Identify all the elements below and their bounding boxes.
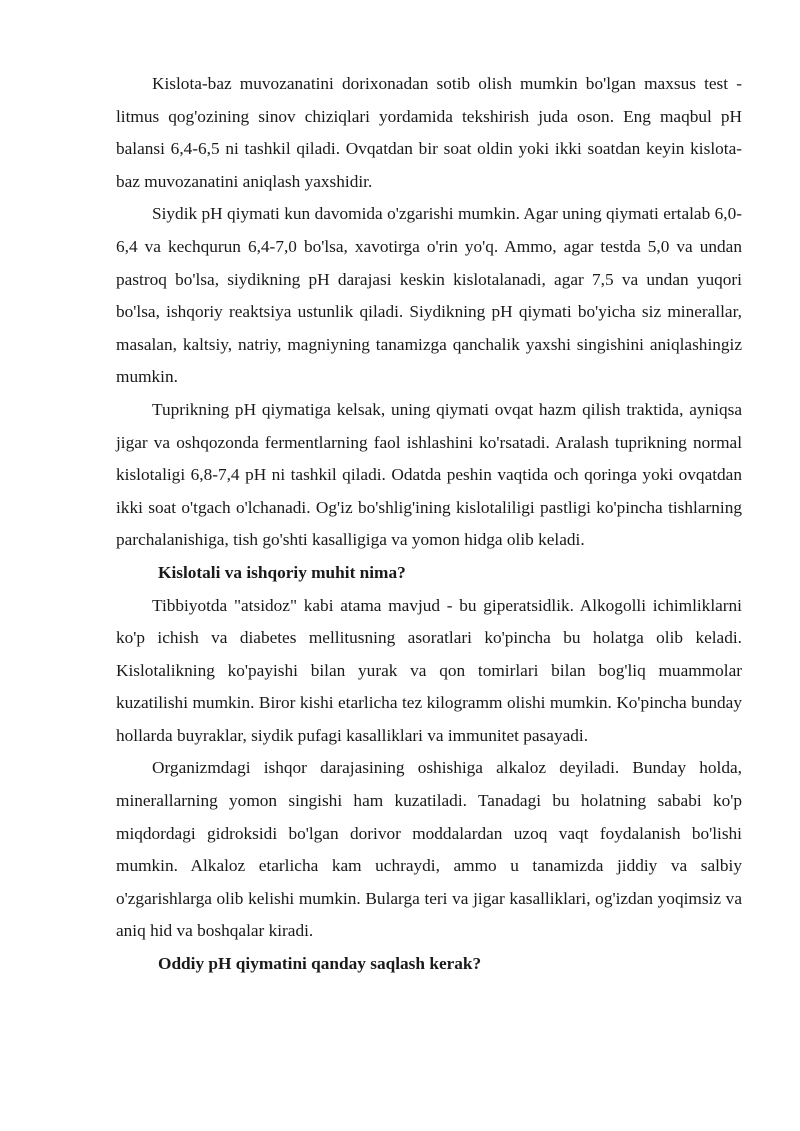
paragraph-saliva-ph: Tuprikning pH qiymatiga kelsak, uning qiymati ovqat hazm qilish traktida, ayniqsa jigar va oshqozonda fermentlarning faol ishlashini ko'rsatadi. Aralash tuprikning normal kislotaligi 6,8-7,4 pH ni tashkil qiladi. Odatda peshin vaqtida och qoringa yoki ovqatdan ikki soat o'tgach o'lchanadi. Og'iz bo'shlig'ining kislotaliligi pastligi ko'pincha tishlarning parchalanishiga, tish go'shti kasalligiga va yomon hidga olib keladi. — [116, 399, 742, 550]
heading-maintain-ph: Oddiy pH qiymatini qanday saqlash kerak? — [158, 954, 482, 974]
paragraph-alkalosis: Organizmdagi ishqor darajasining oshishiga alkaloz deyiladi. Bunday holda, minerallarning yomon singishi ham kuzatiladi. Tanadagi bu holatning sababi ko'p miqdordagi gidroksidi bo'lgan dorivor moddalardan uzoq vaqt foydalanish bo'lishi mumkin. Alkaloz etarlicha kam uchraydi, ammo u tanamizda jiddiy va salbiy o'zgarishlarga olib kelishi mumkin. Bularga teri va jigar kasalliklari, og'izdan yoqimsiz va aniq hid va boshqalar kiradi. — [116, 758, 742, 941]
paragraph-litmus-test: Kislota-baz muvozanatini dorixonadan sotib olish mumkin bo'lgan maxsus test - litmus qog'ozining sinov chiziqlari yordamida tekshirish juda oson. Eng maqbul pH balansi 6,4-6,5 ni tashkil qiladi. Ovqatdan bir soat oldin yoki ikki soatdan keyin kislota-baz muvozanatini aniqlash yaxshidir. — [116, 74, 742, 191]
heading-acidic-alkaline: Kislotali va ishqoriy muhit nima? — [158, 562, 406, 582]
document-page — [116, 68, 742, 981]
paragraph-acidosis: Tibbiyotda "atsidoz" kabi atama mavjud - bu giperatsidlik. Alkogolli ichimliklarni ko'p ichish va diabetes mellitusning asoratlari ko'pincha bu holatga olib keladi. Kislotalikning ko'payishi bilan yurak va qon tomirlari bilan bog'liq muammolar kuzatilishi mumkin. Biror kishi etarlicha tez kilogramm olishi mumkin. Ko'pincha bunday hollarda buyraklar, siydik pufagi kasalliklari va immunitet pasayadi. — [116, 595, 742, 745]
paragraph-urine-ph: Siydik pH qiymati kun davomida o'zgarishi mumkin. Agar uning qiymati ertalab 6,0-6,4 va kechqurun 6,4-7,0 bo'lsa, xavotirga o'rin yo'q. Ammo, agar testda 5,0 va undan pastroq bo'lsa, siydikning pH darajasi keskin kislotalanadi, agar 7,5 va undan yuqori bo'lsa, ishqoriy reaktsiya ustunlik qiladi. Siydikning pH qiymati bo'yicha siz minerallar, masalan, kaltsiy, natriy, magniyning tanamizga qanchalik yaxshi singishini aniqlashingiz mumkin. — [116, 204, 742, 387]
